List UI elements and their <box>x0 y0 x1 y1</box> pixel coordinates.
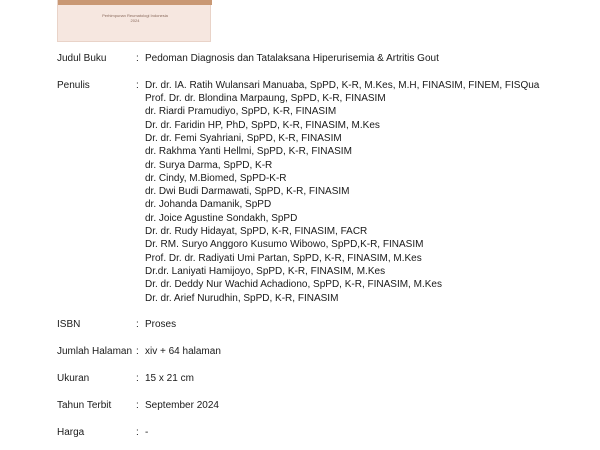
cover-subtitle: Perhimpunan Reumatologi Indonesia <box>102 13 168 18</box>
author-item: dr. Joice Agustine Sondakh, SpPD <box>145 212 298 224</box>
colon: : <box>136 399 139 411</box>
author-item: Dr. dr. Arief Nurudhin, SpPD, K-R, FINASIM <box>145 292 339 304</box>
author-item: dr. Dwi Budi Darmawati, SpPD, K-R, FINASIM <box>145 186 350 198</box>
author-item: Dr. dr. IA. Ratih Wulansari Manuaba, SpPD, K-R, M.Kes, M.H, FINASIM, FINEM, FISQua <box>145 79 540 91</box>
label-harga: Harga <box>57 426 85 438</box>
colon: : <box>136 319 139 331</box>
colon: : <box>136 346 139 358</box>
author-item: Dr. RM. Suryo Anggoro Kusumo Wibowo, SpPD,K-R, FINASIM <box>145 239 424 251</box>
author-item: Dr.dr. Laniyati Hamijoyo, SpPD, K-R, FINASIM, M.Kes <box>145 265 386 277</box>
author-item: Dr. dr. Deddy Nur Wachid Achadiono, SpPD, K-R, FINASIM, M.Kes <box>145 279 442 291</box>
row-halaman <box>57 345 597 358</box>
cover-year: 2024 <box>130 18 140 23</box>
colon: : <box>136 53 139 64</box>
value-tahun: September 2024 <box>145 399 219 411</box>
value-halaman: xiv + 64 halaman <box>145 346 221 358</box>
author-list <box>145 79 597 305</box>
colon: : <box>136 372 139 384</box>
book-cover-image <box>57 0 211 42</box>
author-item: dr. Johanda Damanik, SpPD <box>145 199 272 211</box>
row-penulis <box>57 79 597 305</box>
label-judul: Judul Buku <box>57 53 107 64</box>
author-item: Prof. Dr. dr. Radiyati Umi Partan, SpPD, K-R, FINASIM, M.Kes <box>145 252 422 264</box>
label-halaman: Jumlah Halaman <box>57 346 133 358</box>
value-isbn: Proses <box>145 319 177 331</box>
author-item: dr. Surya Darma, SpPD, K-R <box>145 159 273 171</box>
cover-stripe <box>58 0 212 5</box>
value-judul: Pedoman Diagnosis dan Tatalaksana Hiperurisemia & Artritis Gout <box>145 53 439 64</box>
label-tahun: Tahun Terbit <box>57 399 112 411</box>
author-item: Dr. dr. Rudy Hidayat, SpPD, K-R, FINASIM, FACR <box>145 226 368 238</box>
author-item: dr. Cindy, M.Biomed, SpPD-K-R <box>145 172 287 184</box>
value-harga: - <box>145 426 149 438</box>
label-isbn: ISBN <box>57 319 81 331</box>
author-item: Dr. dr. Femi Syahriani, SpPD, K-R, FINASIM <box>145 132 342 144</box>
author-item: dr. Riardi Pramudiyo, SpPD, K-R, FINASIM <box>145 106 337 118</box>
value-ukuran: 15 x 21 cm <box>145 372 194 384</box>
row-tahun <box>57 399 597 412</box>
label-ukuran: Ukuran <box>57 372 90 384</box>
row-harga <box>57 426 597 439</box>
author-item: Prof. Dr. dr. Blondina Marpaung, SpPD, K-R, FINASIM <box>145 93 386 105</box>
colon: : <box>136 426 139 438</box>
row-judul <box>57 52 597 65</box>
author-item: dr. Rakhma Yanti Hellmi, SpPD, K-R, FINASIM <box>145 146 352 158</box>
colon: : <box>136 79 139 91</box>
row-isbn <box>57 318 597 331</box>
label-penulis: Penulis <box>57 79 90 91</box>
author-item: Dr. dr. Faridin HP, PhD, SpPD, K-R, FINASIM, M.Kes <box>145 119 380 131</box>
row-ukuran <box>57 372 597 385</box>
book-details <box>57 52 597 439</box>
